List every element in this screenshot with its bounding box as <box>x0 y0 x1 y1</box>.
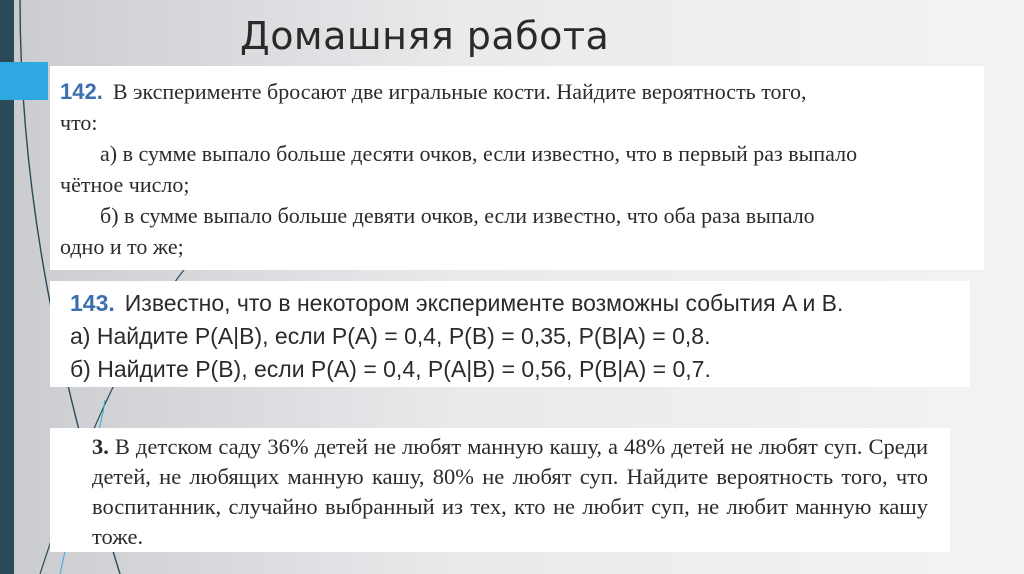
task-143-card <box>50 281 970 387</box>
task-142-line-5: б) в сумме выпало больше девяти очков, если известно, что оба раза выпало <box>100 203 815 228</box>
task-143-line-2: а) Найдите P(A|B), если P(A) = 0,4, P(B) = 0,35, P(B|A) = 0,8. <box>70 323 711 349</box>
task-143-number: 143. <box>70 290 115 316</box>
task-142-number: 142. <box>60 79 103 104</box>
task-142-line-6: одно и то же; <box>60 234 184 259</box>
task-143-line-1: 143. Известно, что в некотором эксперименте возможны события A и B. <box>70 290 844 316</box>
task-3-text: 3. В детском саду 36% детей не любят манную кашу, а 48% детей не любят суп. Среди детей, не любящих манную кашу, 80% не любят суп. Найдите вероятность того, что воспитанник, случайно выбранный из тех, кто не любит суп, не любит манную кашу тоже. <box>92 434 928 549</box>
task-3-card <box>50 428 950 552</box>
task-3-number: 3. <box>92 434 109 459</box>
task-142-line-2: что: <box>60 110 98 135</box>
task-142-line-3: а) в сумме выпало больше десяти очков, если известно, что в первый раз выпало <box>100 141 858 166</box>
slide-title: Домашняя работа <box>240 14 610 58</box>
task-143-line-3: б) Найдите P(B), если P(A) = 0,4, P(A|B) = 0,56, P(B|A) = 0,7. <box>70 356 711 382</box>
task-142-line-1: 142. В эксперименте бросают две игральные кости. Найдите вероятность того, <box>60 79 807 104</box>
task-142-line-4: чётное число; <box>60 172 190 197</box>
accent-tab <box>0 62 48 100</box>
task-142-card <box>50 66 984 270</box>
